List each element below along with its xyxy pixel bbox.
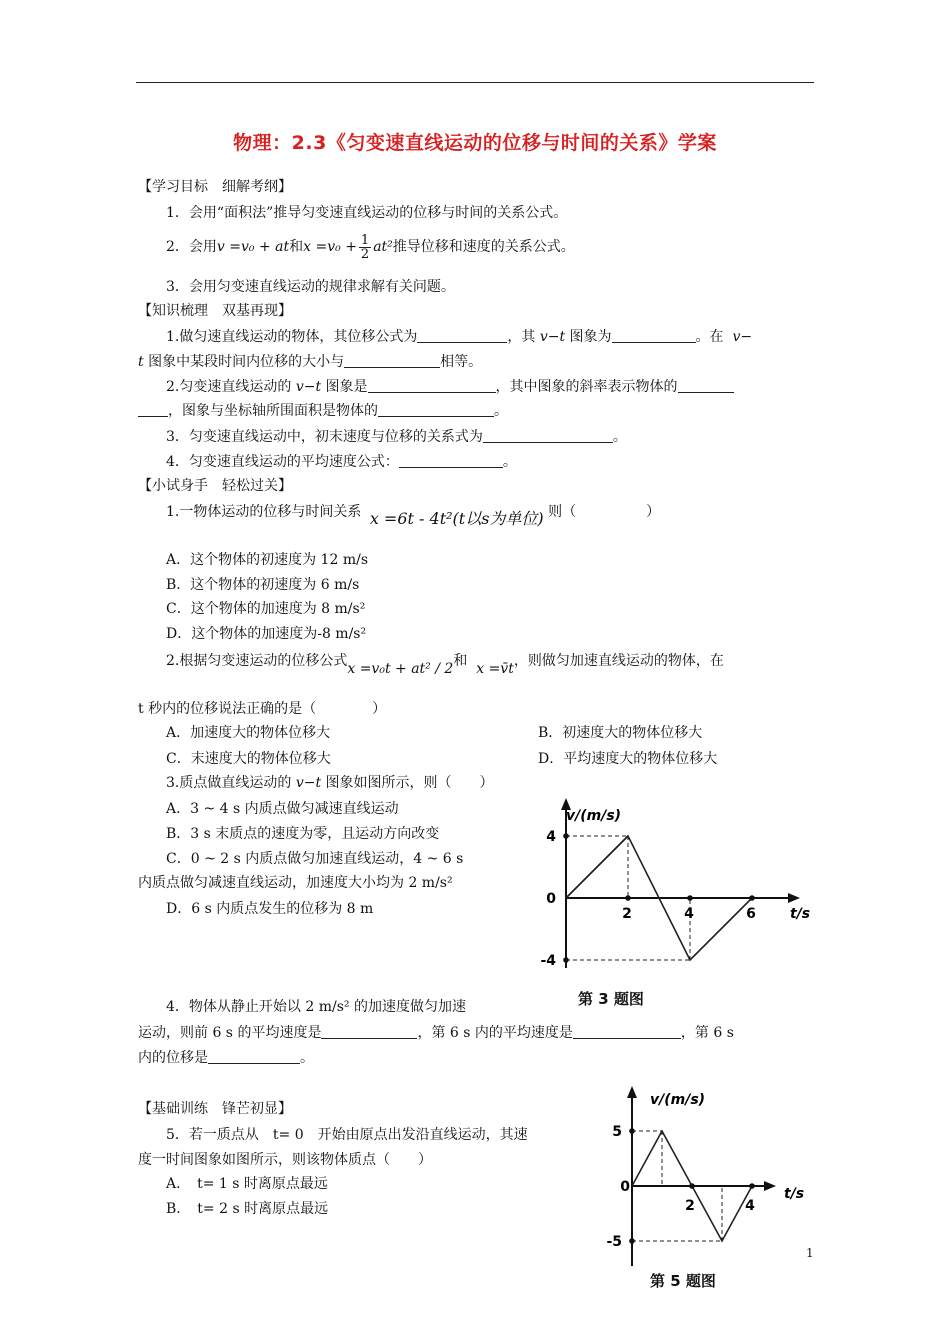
blank-line[interactable] <box>368 378 496 393</box>
y-tick-label: 4 <box>546 829 556 845</box>
practice-q2-line1 <box>166 652 724 677</box>
x-tick-dot <box>625 895 631 901</box>
blank-line[interactable] <box>483 428 613 443</box>
axis-marker-dot <box>563 957 569 963</box>
practice-q3-option-b: B．3 s 末质点的速度为零，且运动方向改变 <box>166 826 440 842</box>
practice-q1-bracket: 则（ ） <box>548 504 661 520</box>
formula-displacement-b: at² <box>373 239 393 255</box>
fraction-half <box>359 234 371 261</box>
x-axis-arrow <box>764 1181 776 1191</box>
q1-text-a: 1.做匀速直线运动的物体，其位移公式为 <box>166 329 418 345</box>
x-tick-label: 6 <box>746 906 756 922</box>
practice-q4-text-f: 。 <box>300 1050 314 1066</box>
header-rule <box>136 82 814 83</box>
practice-q2-line2: t 秒内的位移说法正确的是（ ） <box>138 701 387 717</box>
practice-q2-option-d: D．平均速度大的物体位移大 <box>538 751 718 767</box>
blank-line[interactable] <box>208 1049 300 1064</box>
fraction-numerator: 1 <box>360 232 370 248</box>
knowledge-q4 <box>166 453 517 471</box>
x-axis-arrow <box>788 893 800 903</box>
q1-text-e: v− <box>732 329 753 345</box>
basic-q5-option-a: A． t= 1 s 时离原点最远 <box>166 1176 328 1192</box>
practice-q1-option-b: B．这个物体的初速度为 6 m/s <box>166 577 360 593</box>
section-header-practice: 【小试身手 轻松过关】 <box>138 478 292 494</box>
vt-chart-q3 <box>538 796 830 1012</box>
basic-q5-line2: 度一时间图象如图所示，则该物体质点（ ） <box>138 1152 432 1168</box>
q2-text-d: ，图象与坐标轴所围面积是物体的 <box>168 403 378 419</box>
blank-line[interactable] <box>399 453 503 468</box>
q2-vt: v−t <box>295 379 322 395</box>
knowledge-q1-line1 <box>166 328 752 346</box>
section-header-knowledge: 【知识梳理 双基再现】 <box>138 303 292 319</box>
knowledge-q1-line2 <box>138 353 482 371</box>
practice-q1 <box>166 502 661 528</box>
blank-line[interactable] <box>417 328 507 343</box>
y-tick-label: -5 <box>606 1234 622 1250</box>
q2-text-c: ，其中图象的斜率表示物体的 <box>495 379 678 395</box>
q1-vt: v−t <box>539 329 566 345</box>
practice-q3-stem <box>166 774 494 792</box>
practice-q4-text-c: ，第 6 s 内的平均速度是 <box>417 1025 573 1041</box>
practice-q1-option-a: A．这个物体的初速度为 12 m/s <box>166 552 369 568</box>
goal-item-2-text-a: 2．会用 <box>166 239 217 255</box>
practice-q3-option-d: D．6 s 内质点发生的位移为 8 m <box>166 901 374 917</box>
chart-q3-caption: 第 3 题图 <box>578 990 644 1008</box>
x-tick-dot <box>689 1183 695 1189</box>
q4-text-b: 。 <box>502 454 517 470</box>
blank-line[interactable] <box>678 378 734 393</box>
chart-q5-caption: 第 5 题图 <box>650 1272 716 1290</box>
x-tick-label: 4 <box>684 906 694 922</box>
practice-q4-line1: 4．物体从静止开始以 2 m/s² 的加速度做匀加速 <box>166 999 466 1015</box>
q1-text-b: ，其 <box>507 329 536 345</box>
knowledge-q2-line2 <box>138 402 508 420</box>
series-line-1 <box>566 836 628 898</box>
formula-displacement-general: x =v₀t + at² / 2 <box>347 661 454 677</box>
practice-q2-text-b: 和 <box>453 653 468 669</box>
basic-q5-option-b: B． t= 2 s 时离原点最远 <box>166 1201 329 1217</box>
q4-text-a: 4．匀变速直线运动的平均速度公式： <box>166 454 399 470</box>
axis-marker-dot <box>563 833 569 839</box>
practice-q3-vt: v−t <box>295 775 322 791</box>
q2-text-e: 。 <box>494 403 508 419</box>
practice-q1-text: 1.一物体运动的位移与时间关系 <box>166 504 362 520</box>
x-tick-label: 0 <box>546 891 556 907</box>
practice-q3-text-a: 3.质点做直线运动的 <box>166 775 292 791</box>
practice-q3-option-c1: C．0 ~ 2 s 内质点做匀加速直线运动，4 ~ 6 s <box>166 851 464 867</box>
x-axis-label: t/s <box>790 906 811 922</box>
q1-text-h: 相等。 <box>440 354 483 370</box>
y-tick-label: -4 <box>540 953 556 969</box>
q2-text-a: 2.匀变速直线运动的 <box>166 379 292 395</box>
practice-q4-text-d: ，第 6 s <box>680 1025 734 1041</box>
blank-line[interactable] <box>321 1024 417 1039</box>
y-axis-label: v/(m/s) <box>650 1092 706 1108</box>
practice-q1-option-d: D．这个物体的加速度为-8 m/s² <box>166 626 367 642</box>
practice-q4-text-b: 运动，则前 6 s 的平均速度是 <box>138 1025 322 1041</box>
practice-q2-option-b: B．初速度大的物体位移大 <box>538 725 703 741</box>
x-tick-dot <box>749 1183 755 1189</box>
axis-marker-dot <box>629 1128 635 1134</box>
practice-q4-line2 <box>138 1024 734 1042</box>
y-axis-label: v/(m/s) <box>566 808 622 824</box>
practice-q3-option-a: A．3 ~ 4 s 内质点做匀减速直线运动 <box>166 801 399 817</box>
y-tick-label: 5 <box>612 1124 622 1140</box>
q1-text-d: 。在 <box>695 329 724 345</box>
blank-line[interactable] <box>138 402 168 417</box>
blank-line[interactable] <box>612 328 696 343</box>
practice-q4-text-e: 内的位移是 <box>138 1050 208 1066</box>
practice-q2-text-a: 2.根据匀变速运动的位移公式 <box>166 653 348 669</box>
practice-q2-option-a: A．加速度大的物体位移大 <box>166 725 331 741</box>
practice-q3-text-b: 图象如图所示，则（ ） <box>325 775 494 791</box>
knowledge-q2-line1 <box>166 378 734 396</box>
practice-q2-text-c: ，则做匀加速直线运动的物体，在 <box>513 653 724 669</box>
blank-line[interactable] <box>344 353 440 368</box>
x-tick-dot <box>749 895 755 901</box>
x-tick-label: 2 <box>622 906 632 922</box>
x-tick-dot <box>687 895 693 901</box>
goal-item-2-text-b: 和 <box>289 239 304 255</box>
x-axis-label: t/s <box>784 1186 805 1202</box>
goal-item-2-text-c: 推导位移和速度的关系公式。 <box>392 239 575 255</box>
goal-item-3: 3．会用匀变速直线运动的规律求解有关问题。 <box>166 279 455 295</box>
practice-q3-option-c2: 内质点做匀减速直线运动，加速度大小均为 2 m/s² <box>138 875 453 891</box>
axis-marker-dot <box>629 1238 635 1244</box>
page-number: 1 <box>806 1246 814 1260</box>
practice-q4-line3 <box>138 1049 314 1067</box>
formula-displacement-a: x =v₀ + <box>303 239 357 255</box>
fraction-denominator: 2 <box>360 246 370 262</box>
q3-text-b: 。 <box>612 429 627 445</box>
q1-text-f: t <box>138 354 144 370</box>
page-title: 物理：2.3《匀变速直线运动的位移与时间的关系》学案 <box>233 132 717 154</box>
x-tick-label: 0 <box>620 1179 630 1195</box>
y-axis-arrow <box>627 1086 637 1098</box>
blank-line[interactable] <box>573 1024 681 1039</box>
q1-text-g: 图象中某段时间内位移的大小与 <box>148 354 345 370</box>
blank-line[interactable] <box>378 402 494 417</box>
practice-q2-option-c: C．末速度大的物体位移大 <box>166 751 331 767</box>
formula-position-time: x =6t - 4t²(t以s为单位) <box>369 509 544 528</box>
q1-text-c: 图象为 <box>569 329 612 345</box>
formula-velocity: v =v₀ + at <box>216 239 290 255</box>
vt-chart-q5 <box>594 1084 826 1274</box>
section-header-basic: 【基础训练 锋芒初显】 <box>138 1101 292 1117</box>
q3-text-a: 3．匀变速直线运动中，初末速度与位移的关系式为 <box>166 429 483 445</box>
practice-q1-option-c: C．这个物体的加速度为 8 m/s² <box>166 601 366 617</box>
q2-text-b: 图象是 <box>325 379 368 395</box>
x-tick-label: 2 <box>685 1198 695 1214</box>
basic-q5-line1: 5．若一质点从 t= 0 开始由原点出发沿直线运动，其速 <box>166 1127 528 1143</box>
formula-displacement-mean: x =v̄t <box>476 661 514 677</box>
section-header-goals: 【学习目标 细解考纲】 <box>138 179 292 195</box>
knowledge-q3 <box>166 428 627 446</box>
x-tick-label: 4 <box>745 1198 755 1214</box>
goal-item-2 <box>166 230 575 264</box>
goal-item-1: 1．会用“面积法”推导匀变速直线运动的位移与时间的关系公式。 <box>166 205 568 221</box>
